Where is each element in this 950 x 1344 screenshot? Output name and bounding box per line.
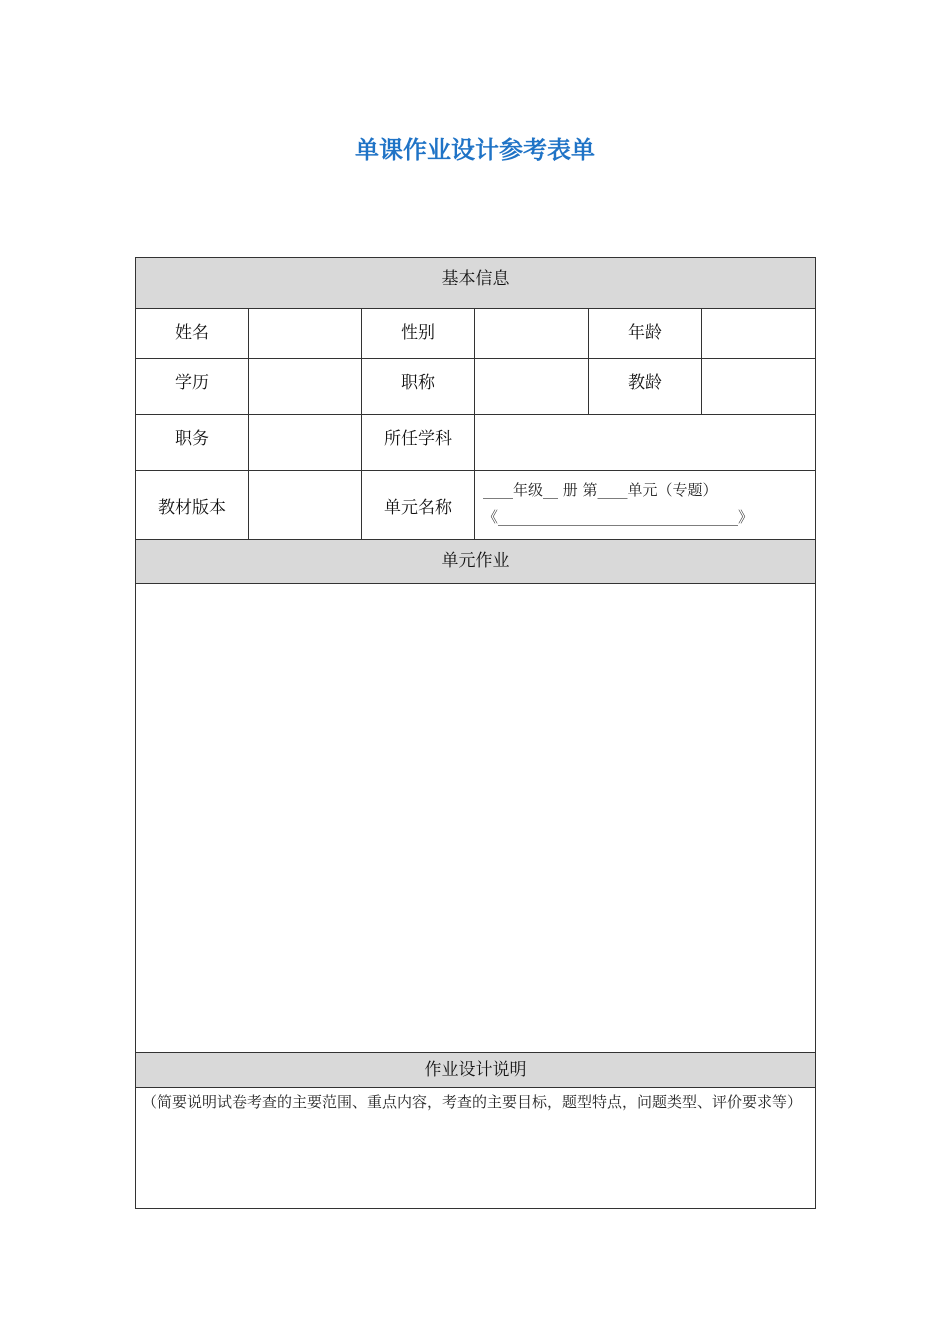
textbook-field[interactable] — [249, 471, 362, 540]
title-label: 职称 — [362, 359, 475, 415]
teaching-years-field[interactable] — [702, 359, 816, 415]
gender-label: 性别 — [362, 309, 475, 359]
name-field[interactable] — [249, 309, 362, 359]
unit-name-label: 单元名称 — [362, 471, 475, 540]
unit-name-field[interactable] — [475, 471, 816, 540]
subject-field[interactable] — [475, 415, 816, 471]
page-title: 单课作业设计参考表单 — [355, 136, 595, 164]
title-field[interactable] — [475, 359, 589, 415]
design-notes-header: 作业设计说明 — [136, 1053, 816, 1088]
unit-homework-content[interactable] — [136, 584, 816, 1053]
position-label: 职务 — [136, 415, 249, 471]
education-field[interactable] — [249, 359, 362, 415]
gender-field[interactable] — [475, 309, 589, 359]
textbook-label: 教材版本 — [136, 471, 249, 540]
unit-grade-line: ____年级__ 册 第____单元（专题） — [483, 481, 718, 499]
unit-title-line: 《________________________________》 — [483, 508, 754, 526]
age-label: 年龄 — [589, 309, 702, 359]
basic-info-header: 基本信息 — [136, 258, 816, 309]
teaching-years-label: 教龄 — [589, 359, 702, 415]
position-field[interactable] — [249, 415, 362, 471]
name-label: 姓名 — [136, 309, 249, 359]
form-table — [135, 257, 816, 1209]
age-field[interactable] — [702, 309, 816, 359]
design-notes-hint: （简要说明试卷考查的主要范围、重点内容，考查的主要目标，题型特点，问题类型、评价要求等） — [142, 1093, 803, 1111]
unit-homework-header: 单元作业 — [136, 540, 816, 584]
education-label: 学历 — [136, 359, 249, 415]
design-notes-content[interactable] — [136, 1088, 816, 1209]
subject-label: 所任学科 — [362, 415, 475, 471]
